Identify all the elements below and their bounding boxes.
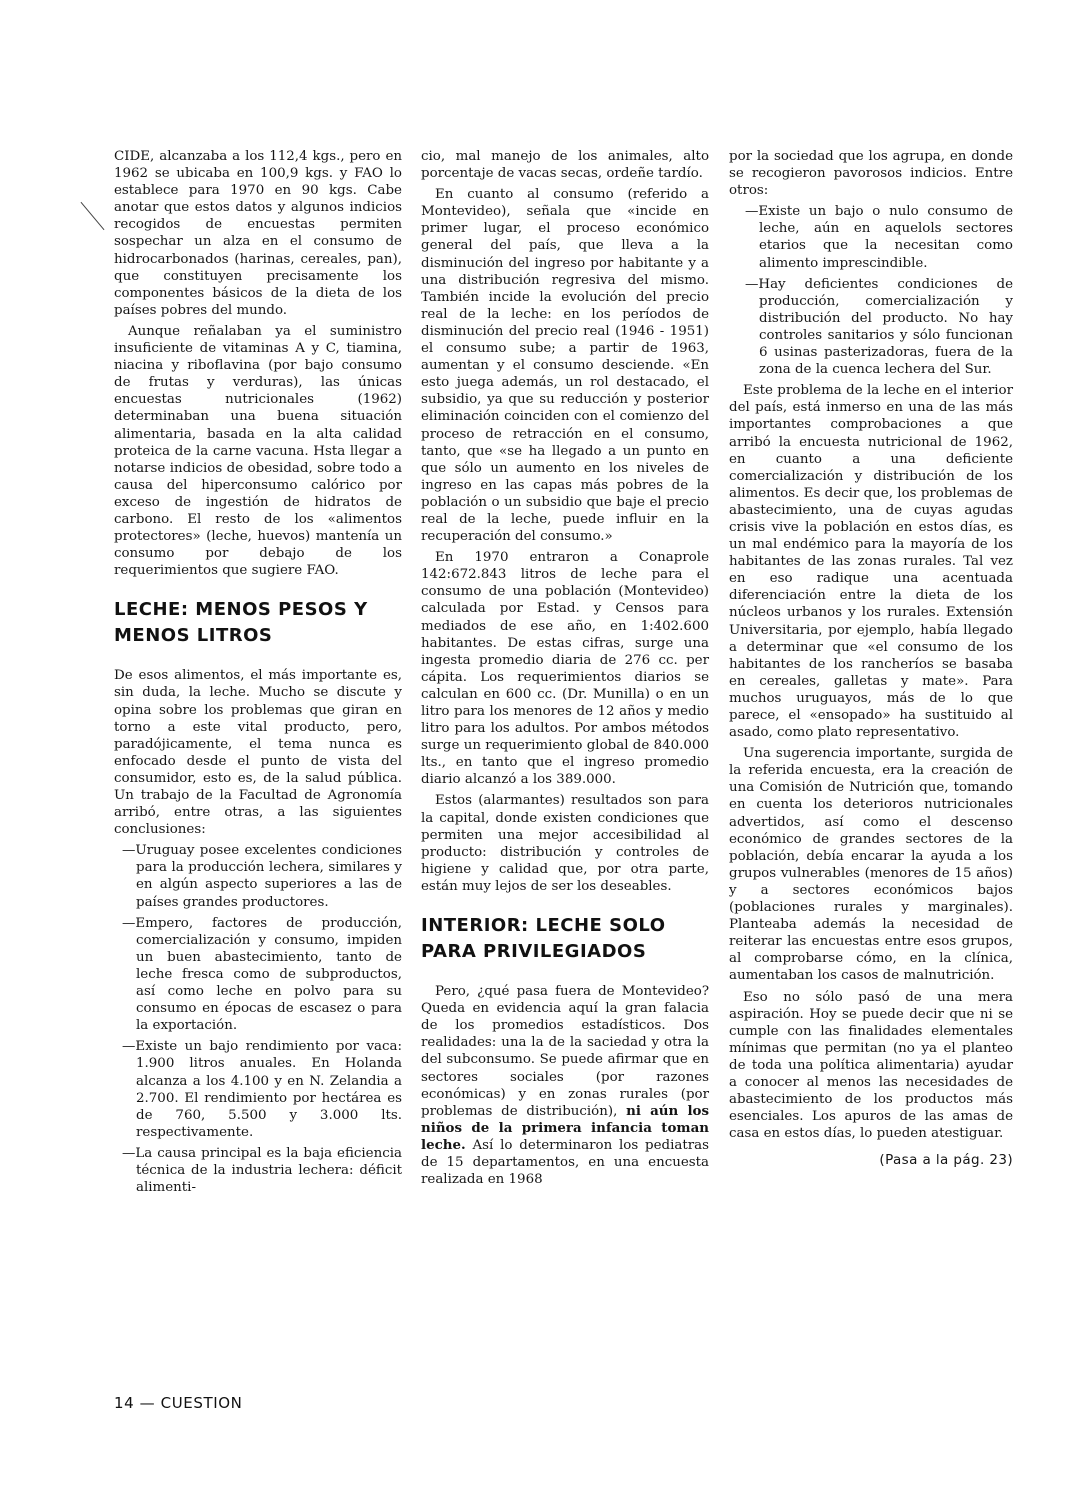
paragraph: CIDE, alcanzaba a los 112,4 kgs., pero en 1962 se ubicaba en 100,9 kgs. y FAO lo establece para 1970 en 90 kgs. Cabe anotar que estos datos y algunos indicios recogidos de encuestas permiten sospechar un alza en el consumo de hidrocarbonados (harinas, cereales, pan), que constituyen precisamente los componentes básicos de la dieta de los países pobres del mundo. — [114, 149, 402, 318]
section-heading-interior: INTERIOR: LECHE SOLO PARA PRIVILEGIADOS — [421, 915, 666, 963]
finding-item: —Hay deficientes condiciones de producción, comercialización y distribución del producto. No hay controles sanitarios y sólo funcionan 6 usinas pasterizadoras, fuera de la zona de la cuenca lechera del Sur. — [745, 276, 1013, 378]
column-3 — [729, 148, 1013, 1169]
paragraph: Una sugerencia importante, surgida de la referida encuesta, era la creación de una Comisión de Nutrición que, tomando en cuenta los deterioros nutricionales advertidos, así como el descenso económico de grandes sectores de la población, debía encarar la ayuda a los grupos vulnerables (menores de 15 años) y a sectores económicos bajos (poblaciones rurales y marginales). Planteaba además la necesidad de reiterar las encuestas entre esos grupos, al comprobarse cómo, en la clínica, aumentaban los casos de malnutrición. — [729, 746, 1013, 984]
paragraph: por la sociedad que los agrupa, en donde se recogieron pavorosos indicios. Entre otros: — [729, 149, 1013, 199]
paragraph: Aunque reñalaban ya el suministro insuficiente de vitaminas A y C, tiamina, niacina y riboflavina (por bajo consumo de frutas y verduras), las únicas encuestas nutricionales (1962) determinaban una buena situación alimentaria, basada en la alta calidad proteica de la carne vacuna. Hsta llegar a notarse indicios de obesidad, sobre todo a causa del hiperconsumo calórico por exceso de ingestión de hidratos de carbono. El resto de los «alimentos protectores» (leche, huevos) mantenía un consumo por debajo de los requerimientos que sugiere FAO. — [114, 323, 402, 579]
paragraph: En 1970 entraron a Conaprole 142:672.843 litros de leche para el consumo de una población (Montevideo) calculada por Estad. y Censos para mediados de ese año, en 1:402.600 habitantes. De estas cifras, surge una ingesta promedio diaria de 276 cc. per cápita. Los requerimientos diarios se calculan en 600 cc. (Dr. Munilla) o en un litro para los menores de 12 años y medio litro para los adultos. Por ambos métodos surge un requerimiento global de 840.000 lts., en tanto que el ingreso promedio diario alcanzó a los 389.000. — [421, 550, 709, 788]
paragraph-text: Pero, ¿qué pasa fuera de Montevideo? Queda en evidencia aquí la gran falacia de los promedios estadísticos. Dos realidades: una la de la saciedad y otra la del subconsumo. Se puede afirmar que en sectores sociales (por razones económicas) y en zonas rurales (por problemas de distribución), — [421, 984, 709, 1119]
paragraph: En cuanto al consumo (referido a Montevideo), señala que «incide en primer lugar, el proceso económico general del país, que lleva a la disminución del ingreso por habitante y a una distribución regresiva del mismo. También incide la evolución del precio real de la leche: en los períodos de disminución del precio real (1946 - 1951) el consumo sube; a partir de 1963, aumentan y el consumo desciende. «En esto juega además, un rol destacado, el subsidio, ya que su reducción y posterior eliminación coinciden con el comienzo del proceso de retracción en el consumo, tanto, que «se ha llegado a un punto en que sólo un aumento en los niveles de ingreso en las capas más pobres de la población o un subsidio que baje el precio real de la leche, puede influir en la recuperación del consumo.» — [421, 187, 709, 545]
paragraph: cio, mal manejo de los animales, alto porcentaje de vacas secas, ordeñe tardío. — [421, 149, 709, 182]
conclusion-item: —Uruguay posee excelentes condiciones para la producción lechera, similares y en algún aspecto superiores a las de países grandes productores. — [122, 843, 402, 910]
paragraph: Estos (alarmantes) resultados son para la capital, donde existen condiciones que permiten una mejor accesibilidad al producto: distribución y controles de higiene y calidad que, por otra parte, están muy lejos de ser los deseables. — [421, 793, 709, 894]
column-2 — [421, 148, 709, 1192]
conclusion-item: —Empero, factores de producción, comercialización y consumo, impiden un buen abastecimiento, tanto de leche fresca como de subproductos, así como leche en polvo para su consumo en épocas de escasez o para la exportación. — [122, 915, 402, 1034]
paragraph: De esos alimentos, el más importante es, sin duda, la leche. Mucho se discute y opina sobre los problemas que giran en torno a este vital producto, pero, paradójicamente, el tema nunca es enfocado desde el punto de vista del consumidor, esto es, de la salud pública. Un trabajo de la Facultad de Agronomía arribó, entre otras, a las siguientes conclusiones: — [114, 668, 402, 838]
continued-note: (Pasa a la pág. 23) — [879, 1152, 1013, 1169]
paragraph — [421, 983, 709, 1188]
paragraph: Eso no sólo pasó de una mera aspiración. Hoy se puede decir que ni se cumple con las finalidades elementales mínimas que permitan (no ya el planteo de toda una política alimentaria) ayudar a conocer al menos las necesidades de abastecimiento de los productos más esenciales. Los apuros de las amas de casa en estos días, lo pueden atestiguar. — [729, 989, 1013, 1142]
bold-emphasis: ni aún los niños de la primera infancia toman leche. — [421, 1102, 710, 1153]
margin-pen-mark — [81, 202, 105, 230]
conclusion-item: —La causa principal es la baja eficiencia técnica de la industria lechera: déficit alimenti- — [122, 1145, 402, 1196]
column-1 — [114, 148, 402, 1200]
paragraph: Este problema de la leche en el interior del país, está inmerso en una de las más importantes comprobaciones a que arribó la encuesta nutricional de 1962, en cuanto a una deficiente comercialización y distribución de los alimentos. Es decir que, los problemas de abastecimiento, una de cuyas agudas crisis vive la población en estos días, es un mal endémico para la mayoría de los habitantes de las zonas rurales. Tal vez en eso radique una acentuada diferenciación entre la dieta de los núcleos urbanos y los rurales. Extensión Universitaria, por ejemplo, había llegado a determinar que «el consumo de los habitantes de los rancheríos se basaba en cereales, galletas y mate». Para muchos uruguayos, más de lo que parece, el «ensopado» ha sustituido al asado, como plato representativo. — [729, 383, 1013, 741]
conclusion-item: —Existe un bajo rendimiento por vaca: 1.900 litros anuales. En Holanda alcanza a los 4.100 y en N. Zelandia a 2.700. El rendimiento por hectárea es de 760, 5.500 y 3.000 lts. respectivamente. — [122, 1039, 402, 1140]
page-folio: 14 — CUESTION — [114, 1394, 243, 1412]
finding-item: —Existe un bajo o nulo consumo de leche, aún en aquelols sectores etarios que la necesitan como alimento imprescindible. — [745, 204, 1013, 271]
section-heading-leche: LECHE: MENOS PESOS Y MENOS LITROS — [114, 599, 368, 647]
paragraph-text: Así lo determinaron los pediatras de 15 departamentos, en una encuesta realizada en 1968 — [421, 1137, 710, 1188]
